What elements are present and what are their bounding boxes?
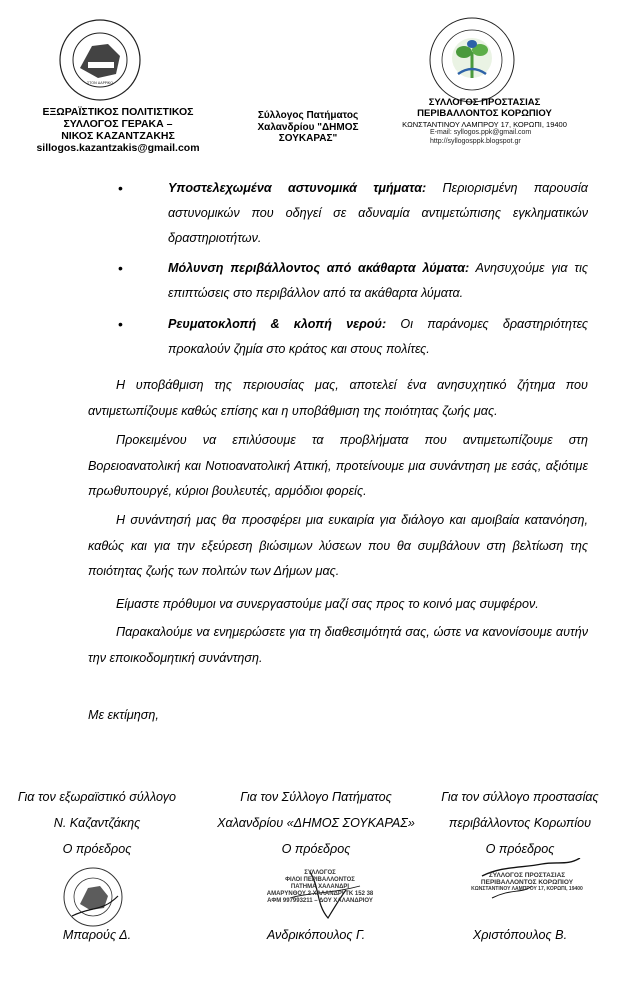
bullet-1-text: Περιορισμένη παρουσία αστυνομικών που οδηγεί σε αδυναμία αντιμετώπισης εγκληματικών δραστηριοτήτων. [168, 181, 588, 245]
stamp-middle-line5: ΑΦΜ 997993211 – ΔΟΥ ΧΑΛΑΝΔΡΙΟΥ [267, 898, 373, 904]
bullet-1-title: Υποστελεχωμένα αστυνομικά τμήματα: [168, 181, 427, 195]
header-left-line2: ΣΥΛΛΟΓΟΣ ΓΕΡΑΚΑ – [63, 118, 173, 130]
header-right-line1: ΣΥΛΛΟΓΟΣ ΠΡΟΣΤΑΣΙΑΣ [428, 97, 541, 108]
header-left-line3: ΝΙΚΟΣ ΚΑΖΑΝΤΖΑΚΗΣ [61, 130, 175, 142]
sig-3-name: Χριστόπουλος Β. [472, 928, 568, 942]
sig-2-name: Ανδρικόπουλος Γ. [266, 928, 366, 942]
sig-3-line2: περιβάλλοντος Κορωπίου [448, 816, 592, 830]
stamp-middle-line3: ΠΑΤΗΜΑ ΧΑΛΑΝΔΡΙ [290, 884, 350, 890]
stamp-middle-line2: ΦΙΛΟΙ ΠΕΡΙΒΑΛΛΟΝΤΟΣ [285, 877, 355, 883]
sig-2-role: Ο πρόεδρος [281, 842, 351, 856]
sig-2-line2: Χαλανδρίου «ΔΗΜΟΣ ΣΟΥΚΑΡΑΣ» [217, 816, 415, 830]
stamp-left-logo [62, 866, 124, 928]
stamp-right-line3: ΚΩΝΣΤΑΝΤΙΝΟΥ ΛΑΜΠΡΟΥ 17, ΚΟΡΩΠΙ, 19400 [471, 886, 583, 892]
sig-1-name: Μπαρούς Δ. [62, 928, 132, 942]
stamp-right [462, 858, 592, 908]
sig-1-line2: Ν. Καζαντζάκης [53, 816, 141, 830]
sig-2-line1: Για τον Σύλλογο Πατήματος [240, 790, 392, 804]
left-logo [58, 18, 142, 102]
bullet-2-title: Μόλυνση περιβάλλοντος από ακάθαρτα λύματα: [168, 261, 470, 275]
paragraph-5: Παρακαλούμε να ενημερώσετε για τη διαθεσιμότητά σας, ώστε να κανονίσουμε αυτήν την εποικοδομητική συνάντηση. [88, 625, 588, 665]
sig-1-line1: Για τον εξωραϊστικό σύλλογο [17, 790, 177, 804]
bullet-dot: • [118, 260, 123, 276]
svg-text:ΣΤΟΝ ΔΑΡΡΙΚΟ: ΣΤΟΝ ΔΑΡΡΙΚΟ [87, 81, 113, 85]
closing: Με εκτίμηση, [88, 708, 159, 722]
stamp-middle [250, 868, 390, 926]
header-mid-line3: ΣΟΥΚΑΡΑΣ" [278, 133, 338, 144]
stamp-right-line2: ΠΕΡΙΒΑΛΛΟΝΤΟΣ ΚΟΡΩΠΙΟΥ [480, 879, 574, 886]
sig-3-role: Ο πρόεδρος [485, 842, 555, 856]
header-right-line2: ΠΕΡΙΒΑΛΛΟΝΤΟΣ ΚΟΡΩΠΙΟΥ [417, 107, 552, 119]
bullet-item-1 [118, 176, 588, 251]
paragraph-3: Η συνάντησή μας θα προσφέρει μια ευκαιρία για διάλογο και αμοιβαία κατανόηση, καθώς και για την εξεύρεση βιώσιμων λύσεων που θα συμβάλουν στη βελτίωση της ποιότητας ζωής των πολιτών των Δήμων μας. [88, 513, 588, 578]
header-right-url[interactable]: http://syllogosppk.blogspot.gr [430, 137, 521, 145]
header-left-org [28, 106, 208, 154]
header-mid-line2: Χαλανδρίου "ΔΗΜΟΣ [257, 121, 359, 133]
bullet-3-text: Οι παράνομες δραστηριότητες προκαλούν ζημία στο κράτος και στους πολίτες. [168, 317, 589, 356]
bullet-3-title: Ρευματοκλοπή & κλοπή νερού: [168, 317, 387, 331]
stamp-middle-line1: ΣΥΛΛΟΓΟΣ [304, 870, 336, 876]
bullet-2-text: Ανησυχούμε για τις επιπτώσεις στο περιβάλλον από τα ακάθαρτα λύματα. [168, 261, 588, 300]
bullet-dot: • [118, 316, 123, 332]
paragraph-4: Είμαστε πρόθυμοι να συνεργαστούμε μαζί σας προς το κοινό μας συμφέρον. [116, 597, 539, 611]
header-right-address: ΚΩΝΣΤΑΝΤΙΝΟΥ ΛΑΜΠΡΟΥ 17, ΚΟΡΩΠΙ, 19400 [402, 120, 567, 129]
signature-block-3 [420, 784, 620, 862]
header-right-org [402, 98, 567, 146]
header-right-email[interactable]: E-mail: syllogos.ppk@gmail.com [430, 129, 532, 136]
signature-block-2 [212, 784, 420, 862]
header-mid-line1: Σύλλογος Πατήματος [257, 110, 359, 121]
bullet-item-3 [118, 312, 588, 362]
bullet-dot: • [118, 180, 123, 196]
sig-3-line1: Για τον σύλλογο προστασίας [441, 790, 599, 804]
header-left-email[interactable]: sillogos.kazantzakis@gmail.com [36, 142, 200, 154]
paragraph-1: Η υποβάθμιση της περιουσίας μας, αποτελεί ένα ανησυχητικό ζήτημα που αντιμετωπίζουμε καθώς επίσης και η υποβάθμιση της ποιότητας ζωής μας. [88, 378, 588, 418]
sig-1-role: Ο πρόεδρος [62, 842, 132, 856]
signature-block-1 [0, 784, 194, 862]
right-logo [428, 16, 516, 104]
bullet-item-2 [118, 256, 588, 306]
header-left-line1: ΕΞΩΡΑΪΣΤΙΚΟΣ ΠΟΛΙΤΙΣΤΙΚΟΣ [42, 106, 194, 118]
stamp-middle-line4: ΑΜΑΡΥΝΘΟΥ 2 ΧΑΛΑΝΔΡΙ ΤΚ 152 38 [266, 891, 374, 897]
stamp-right-line1: ΣΥΛΛΟΓΟΣ ΠΡΟΣΤΑΣΙΑΣ [488, 872, 566, 879]
paragraph-2: Προκειμένου να επιλύσουμε τα προβλήματα που αντιμετωπίζουμε στη Βορειοανατολική και Νοτιοανατολική Αττική, προτείνουμε μια συνάντηση με εσάς, αξιότιμε πρωθυπουργέ, κύριοι βουλευτές, αρμόδιοι φορείς. [88, 433, 588, 498]
header-middle-org [238, 110, 378, 145]
